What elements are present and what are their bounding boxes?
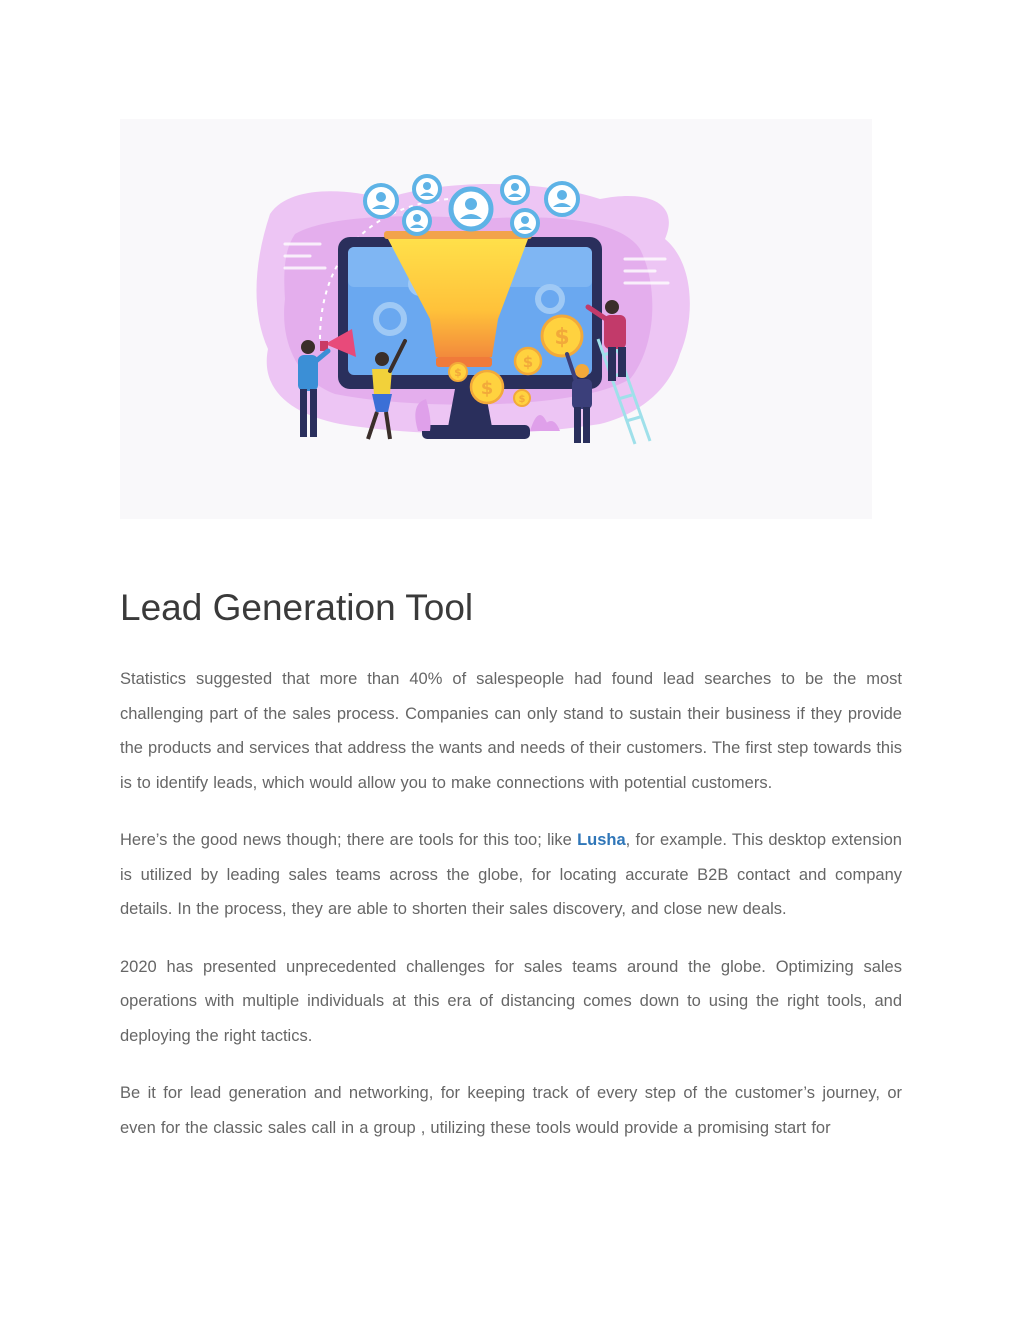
user-icon	[365, 185, 397, 217]
user-icon	[451, 189, 491, 229]
coin-icon	[449, 363, 467, 381]
funnel-rim	[384, 231, 532, 239]
svg-text:$: $	[554, 325, 570, 350]
paragraph	[120, 823, 902, 927]
sales-funnel-illustration	[120, 119, 872, 519]
paragraph: 2020 has presented unprecedented challenges for sales teams around the globe. Optimizing sales operations with multiple individuals at this era of distancing comes down to using the right tools, and deploying the right tactics.	[120, 957, 902, 1045]
monitor-base	[422, 425, 530, 439]
paragraph-text: Here’s the good news though; there are tools for this too; like	[120, 831, 578, 849]
sales-funnel-graphic	[120, 119, 872, 519]
svg-text:$: $	[480, 378, 494, 399]
paragraph: Be it for lead generation and networking, for keeping track of every step of the customer’s journey, or even for the classic sales call in a group , utilizing these tools would provide a promising start for	[120, 1084, 902, 1137]
svg-text:$: $	[518, 394, 526, 405]
paragraph-text: , for example. This desktop extension is utilized by leading sales teams across the globe, for locating accurate B2B contact and company details. In the process, they are able to shorten their sales discovery, and close new deals.	[120, 831, 902, 918]
article-body	[120, 662, 902, 1168]
svg-text:$: $	[454, 366, 462, 379]
user-icon	[414, 176, 440, 202]
user-icon	[502, 177, 528, 203]
user-icon	[512, 210, 538, 236]
user-icon	[546, 183, 578, 215]
coin-icon	[514, 390, 530, 406]
coin-icon	[515, 348, 541, 374]
lusha-link[interactable]: Lusha	[577, 831, 626, 849]
page-title: Lead Generation Tool	[120, 587, 474, 628]
coin-icon	[471, 371, 503, 403]
paragraph: Statistics suggested that more than 40% of salespeople had found lead searches to be the most challenging part of the sales process. Companies can only stand to sustain their business if they provide the products and services that address the wants and needs of their customers. The first step towards this is to identify leads, which would allow you to make connections with potential customers.	[120, 670, 902, 792]
user-icon	[404, 208, 430, 234]
coin-icon	[542, 316, 582, 356]
svg-text:$: $	[522, 353, 534, 371]
